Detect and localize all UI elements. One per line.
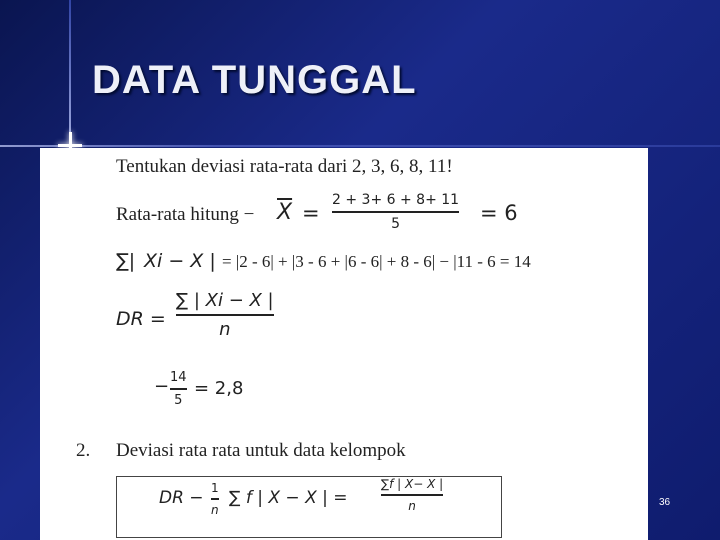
mean-numerator: 2 + 3+ 6 + 8+ 11: [332, 192, 460, 208]
mean-denominator: 5: [391, 215, 400, 232]
box-frac-denominator: n: [211, 502, 219, 517]
mean-result: = 6: [480, 201, 518, 225]
dr-fraction: [176, 290, 274, 340]
grouped-formula-box: [116, 476, 502, 538]
mean-fraction: [332, 192, 459, 232]
box-dr-label: DR −: [159, 488, 204, 508]
fraction-bar: [170, 388, 187, 390]
sum-values: = |2 - 6| + |3 - 6 + |6 - 6| + 8 - 6| − |11 - 6 = 14: [222, 252, 531, 271]
item-number: 2.: [76, 440, 91, 461]
calc-numerator: 14: [170, 370, 187, 385]
decorative-vertical-line: [69, 0, 71, 150]
calc-denominator: 5: [174, 392, 183, 408]
equals-sign: =: [302, 201, 320, 225]
page-number: 36: [659, 497, 671, 508]
box-right-fraction: [381, 477, 443, 513]
box-frac-one: [211, 481, 219, 517]
dr-label: DR =: [116, 308, 166, 330]
sum-expression: Xi − X |: [144, 250, 216, 272]
content-panel: [40, 148, 648, 540]
fraction-bar: [176, 314, 274, 316]
fraction-bar: [332, 211, 459, 213]
box-right-denominator: n: [408, 498, 416, 513]
dr-numerator: ∑ | Xi − X |: [176, 290, 274, 311]
sum-symbol: ∑|: [116, 250, 136, 272]
calc-prefix: −: [154, 376, 170, 397]
item-text: Deviasi rata rata untuk data kelompok: [116, 440, 406, 461]
fraction-bar: [381, 494, 443, 496]
box-right-numerator: ∑f | X− X |: [381, 477, 444, 491]
slide-title: DATA TUNGGAL: [92, 58, 417, 102]
mean-label: Rata-rata hitung −: [116, 204, 255, 225]
calc-fraction: [170, 370, 187, 408]
decorative-horizontal-line: [0, 145, 720, 147]
fraction-bar: [211, 498, 219, 500]
calc-result: = 2,8: [194, 378, 244, 399]
box-expression: ∑ f | X − X | =: [229, 488, 348, 508]
question-text: Tentukan deviasi rata-rata dari 2, 3, 6, 8, 11!: [116, 156, 453, 177]
box-frac-numerator: 1: [211, 481, 219, 495]
mean-symbol: $\overline{X}$: [277, 200, 293, 225]
dr-denominator: n: [219, 318, 231, 340]
